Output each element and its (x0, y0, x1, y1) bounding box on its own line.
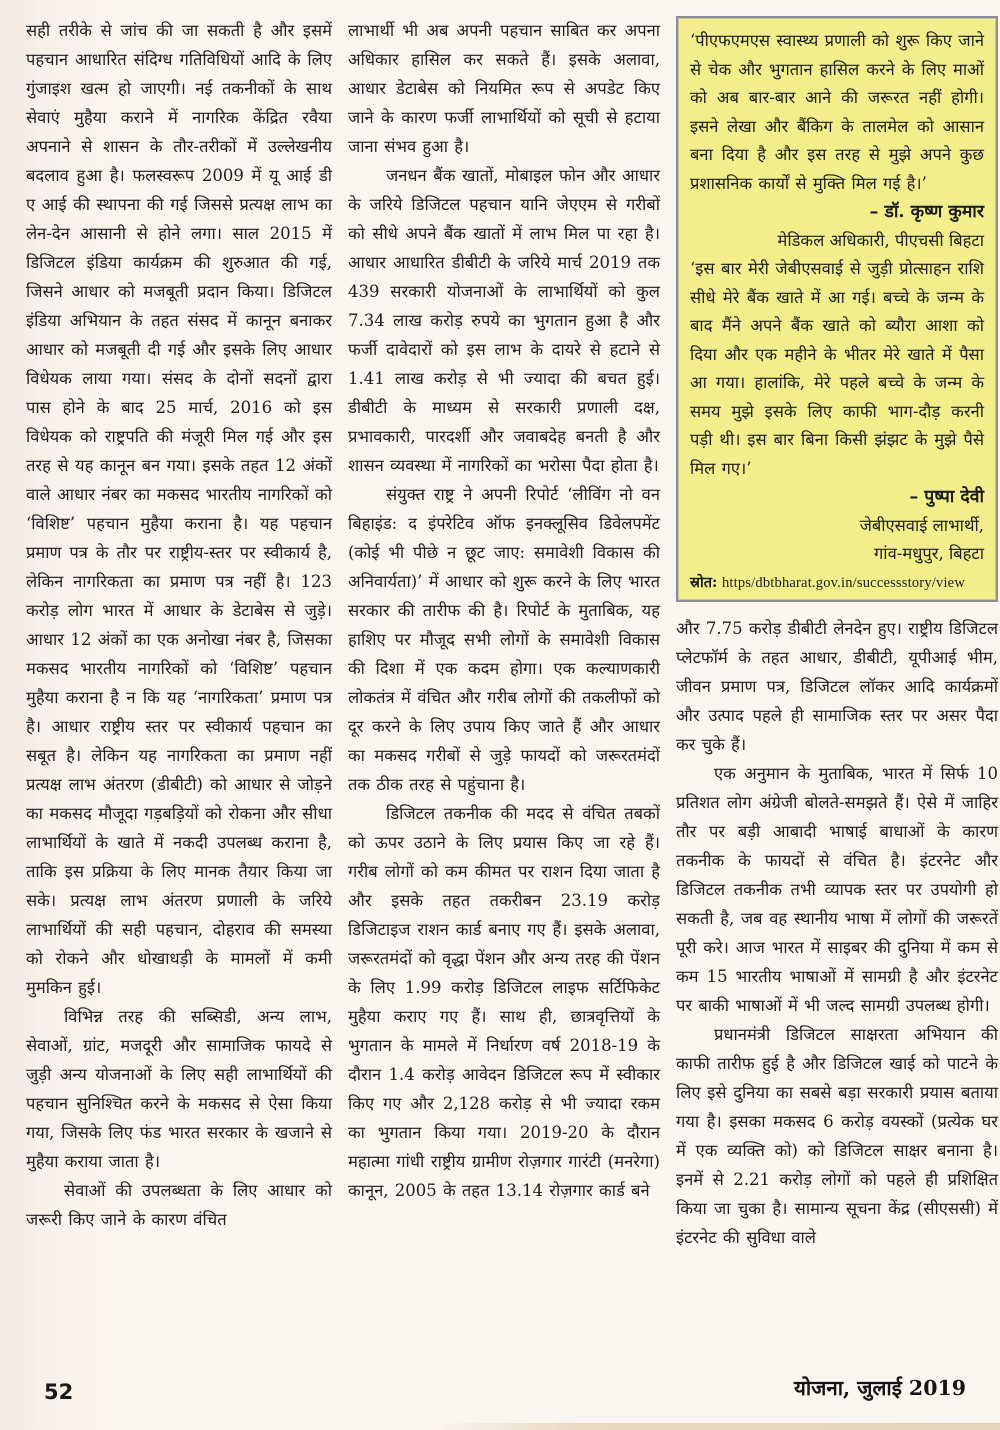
column-middle (348, 16, 660, 1252)
quote-attribution-role-2: जेबीएसवाई लाभार्थी, (859, 516, 984, 535)
column-left (26, 16, 332, 1252)
quote-text-2: ‘इस बार मेरी जेबीएसवाई से जुड़ी प्रोत्साहन राशि सीधे मेरे बैंक खाते में आ गई। बच्चे के जन्म के बाद मैंने अपने बैंक खाते को ब्यौरा आशा को दिया और एक महीने के भीतर मेरे खाते में पैसा आ गया। हालांकि, मेरे पहले बच्चे के जन्म के समय मुझे इसके लिए काफी भाग-दौड़ करनी पड़ी थी। इस बार बिना किसी झंझट के मुझे पैसे मिल गए।’ (690, 259, 984, 478)
body-paragraph: विभिन्न तरह की सब्सिडी, अन्य लाभ, सेवाओं, ग्रांट, मजदूरी और सामाजिक फायदे से जुड़ी अन्य योजनाओं के लिए सही लाभार्थियों की पहचान सुनिश्चित करने के मकसद से ऐसा किया गया, जिसके लिए फंड भारत सरकार के खजाने से मुहैया कराया जाता है। (26, 1007, 332, 1171)
body-paragraph: डिजिटल तकनीक की मदद से वंचित तबकों को ऊपर उठाने के लिए प्रयास किए जा रहे हैं। गरीब लोगों को कम कीमत पर राशन दिया जाता है और इसके तहत तकरीबन 23.19 करोड़ डिजिटाइज राशन कार्ड बनाए गए हैं। इसके अलावा, जरूरतमंदों को वृद्धा पेंशन और अन्य तरह की पेंशन के लिए 1.99 करोड़ डिजिटल लाइफ सर्टिफिकेट मुहैया कराए गए हैं। साथ ही, छात्रवृत्तियों के भुगतान के मामले में निर्धारण वर्ष 2018-19 के दौरान 1.4 करोड़ आवेदन डिजिटल रूप में स्वीकार किए गए और 2,128 करोड़ से भी ज्यादा रकम का भुगतान किया गया। 2019-20 के दौरान महात्मा गांधी राष्ट्रीय ग्रामीण रोज़गार गारंटी (मनरेगा) कानून, 2005 के तहत 13.14 रोज़गार कार्ड बने (348, 804, 660, 1200)
page-number: 52 (44, 1380, 74, 1404)
scan-edge-strip (435, 1423, 1000, 1430)
body-paragraph: जनधन बैंक खातों, मोबाइल फोन और आधार के जरिये डिजिटल पहचान यानि जेएएम से गरीबों को सीधे अपने बैंक खातों में लाभ मिल पा रहा है। आधार आधारित डीबीटी के जरिये मार्च 2019 तक 439 सरकारी योजनाओं के लाभार्थियों को कुल 7.34 लाख करोड़ रुपये का भुगतान हुआ है और फर्जी दावेदारों को इस लाभ के दायरे से हटाने से 1.41 लाख करोड़ से भी ज्यादा की बचत हुई। डीबीटी के माध्यम से सरकारी प्रणाली दक्ष, प्रभावकारी, पारदर्शी और जवाबदेह बनती है और शासन व्यवस्था में नागरिकों का भरोसा पैदा होता है। (348, 166, 660, 475)
source-url: https/dbtbharat.gov.in/successstory/view (721, 575, 965, 591)
body-paragraph: सेवाओं की उपलब्धता के लिए आधार को जरूरी किए जाने के कारण वंचित (26, 1181, 332, 1229)
column-right (676, 16, 998, 1252)
testimonial-quote-box (676, 16, 998, 602)
source-label: स्रोत: (690, 574, 718, 591)
body-paragraph: लाभार्थी भी अब अपनी पहचान साबित कर अपना अधिकार हासिल कर सकते हैं। इसके अलावा, आधार डेटाबेस को नियमित रूप से अपडेट किए जाने के कारण फर्जी लाभार्थियों को सूची से हटाया जाना संभव हुआ है। (348, 21, 660, 156)
body-paragraph: और 7.75 करोड़ डीबीटी लेनदेन हुए। राष्ट्रीय डिजिटल प्लेटफॉर्म के तहत आधार, डीबीटी, यूपीआई भीम, जीवन प्रमाण पत्र, डिजिटल लॉकर आदि कार्यक्रमों और उत्पाद पहले ही सामाजिक स्तर पर असर पैदा कर चुके हैं। (676, 619, 999, 754)
quote-attribution-role-1: मेडिकल अधिकारी, पीएचसी बिहटा (777, 231, 984, 250)
quote-attribution-name-1: – डॉ. कृष्ण कुमार (869, 202, 984, 222)
body-paragraph: एक अनुमान के मुताबिक, भारत में सिर्फ 10 प्रतिशत लोग अंग्रेजी बोलते-समझते हैं। ऐसे में जाहिर तौर पर बड़ी आबादी भाषाई बाधाओं के कारण तकनीक के फायदों से वंचित है। इंटरनेट और डिजिटल तकनीक तभी व्यापक स्तर पर उपयोगी हो सकती है, जब वह स्थानीय भाषा में लोगों की जरूरतें पूरी करे। आज भारत में साइबर की दुनिया में कम से कम 15 भारतीय भाषाओं में सामग्री है और इंटरनेट पर बाकी भाषाओं में भी जल्द सामग्री उपलब्ध होगी। (676, 764, 998, 1015)
quote-attribution-role-2b: गांव-मधुपुर, बिहटा (874, 544, 984, 563)
source-line (690, 572, 984, 594)
body-paragraph: सही तरीके से जांच की जा सकती है और इसमें पहचान आधारित संदिग्ध गतिविधियों आदि के लिए गुंजाइश खत्म हो जाएगी। नई तकनीकों के साथ सेवाएं मुहैया कराने में नागरिक केंद्रित रवैया अपनाने से शासन के तौर-तरीकों में उल्लेखनीय बदलाव हुआ है। फलस्वरूप 2009 में यू आई डी ए आई की स्थापना की गई जिससे प्रत्यक्ष लाभ का लेन-देन आसानी से होने लगा। साल 2015 में डिजिटल इंडिया कार्यक्रम की शुरुआत की गई, जिसने आधार को मजबूती प्रदान किया। डिजिटल इंडिया अभियान के तहत संसद में कानून बनाकर आधार को मजबूती दी गई और इसके लिए आधार विधेयक लाया गया। संसद के दोनों सदनों द्वारा पास होने के बाद 25 मार्च, 2016 को इस विधेयक को राष्ट्रपति की मंजूरी मिल गई और इस तरह से यह कानून बन गया। इसके तहत 12 अंकों वाले आधार नंबर का मकसद भारतीय नागरिकों को ‘विशिष्ट’ पहचान मुहैया कराना है। यह पहचान प्रमाण पत्र के तौर पर राष्ट्रीय-स्तर पर स्वीकार्य है, लेकिन नागरिकता का प्रमाण पत्र नहीं है। 123 करोड़ लोग भारत में आधार के डेटाबेस से जुड़े। आधार 12 अंकों का एक अनोखा नंबर है, जिसका मकसद भारतीय नागरिकों को ‘विशिष्ट’ पहचान मुहैया कराना है न कि यह ‘नागरिकता’ प्रमाण पत्र है। आधार राष्ट्रीय स्तर पर स्वीकार्य पहचान का सबूत है। लेकिन यह नागरिकता का प्रमाण नहीं प्रत्यक्ष लाभ अंतरण (डीबीटी) को आधार से जोड़ने का मकसद मौजूदा गड़बड़ियों को रोकना और सीधा लाभार्थियों के खाते में नकदी उपलब्ध कराना है, ताकि इस प्रक्रिया के लिए मानक तैयार किया जा सके। प्रत्यक्ष लाभ अंतरण प्रणाली के जरिये लाभार्थियों की सही पहचान, दोहराव की समस्या को रोकने और धोखाधड़ी के मामलों में कमी मुमकिन हुई। (26, 21, 332, 997)
journal-title-date: योजना, जुलाई 2019 (793, 1376, 966, 1400)
content-columns (26, 16, 998, 1252)
body-paragraph: प्रधानमंत्री डिजिटल साक्षरता अभियान की काफी तारीफ हुई है और डिजिटल खाई को पाटने के लिए इसे दुनिया का सबसे बड़ा सरकारी प्रयास बताया गया है। इसका मकसद 6 करोड़ वयस्कों (प्रत्येक घर में एक व्यक्ति को) को डिजिटल साक्षर बनाना है। इनमें से 2.21 करोड़ लोगों को पहले ही प्रशिक्षित किया जा चुका है। सामान्य सूचना केंद्र (सीएससी) में इंटरनेट की सुविधा वाले (676, 1025, 998, 1247)
quote-text-1: ‘पीएफएमएस स्वास्थ्य प्रणाली को शुरू किए जाने से चेक और भुगतान हासिल करने के लिए माओं को अब बार-बार आने की जरूरत नहीं होगी। इसने लेखा और बैंकिग के तालमेल को आसान बना दिया है और इस तरह से मुझे अपने कुछ प्रशासनिक कार्यों से मुक्ति मिल गई है।’ (690, 31, 984, 193)
quote-attribution-name-2: – पुष्पा देवी (909, 487, 984, 507)
body-paragraph: संयुक्त राष्ट्र ने अपनी रिपोर्ट ‘लीविंग नो वन बिहाइंड: द इंपरेटिव ऑफ इनक्लूसिव डिवेलपमेंट (कोई भी पीछे न छूट जाए: समावेशी विकास की अनिवार्यता)’ में आधार को शुरू करने के लिए भारत सरकार की तारीफ की है। रिपोर्ट के मुताबिक, यह हाशिए पर मौजूद सभी लोगों के समावेशी विकास की दिशा में एक कदम होगा। एक कल्याणकारी लोकतंत्र में वंचित और गरीब लोगों की तकलीफों को दूर करने के लिए उपाय किए जाते हैं और आधार का मकसद गरीबों से जुड़े फायदों को जरूरतमंदों तक ठीक तरह से पहुंचाना है। (348, 485, 660, 794)
